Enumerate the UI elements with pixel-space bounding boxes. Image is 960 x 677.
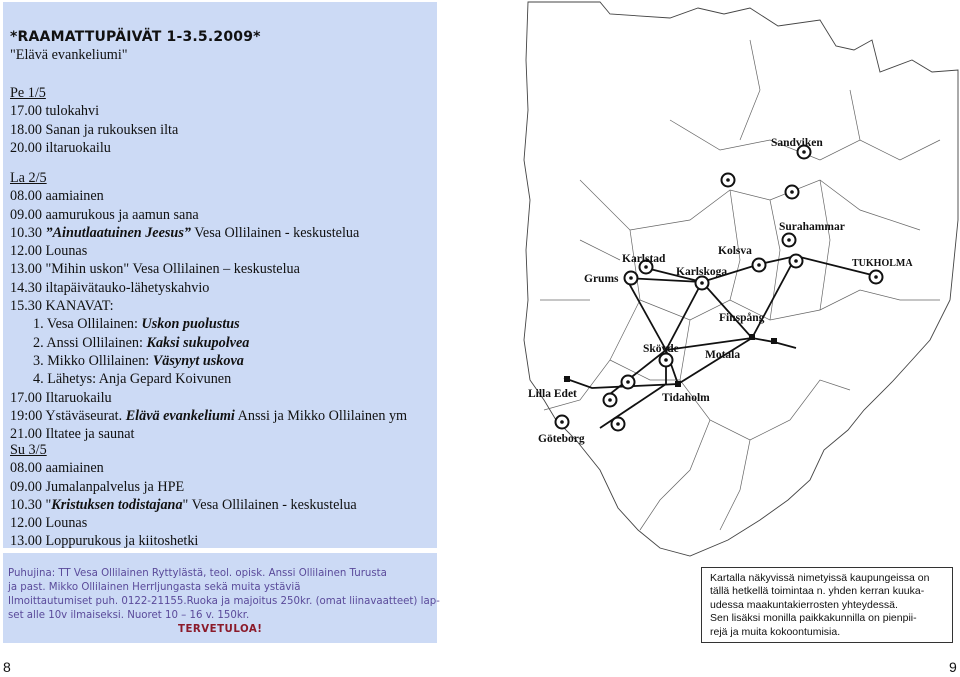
schedule-item-text: 2. Anssi Ollilainen:	[33, 334, 147, 351]
schedule-item	[10, 334, 407, 352]
info-box	[3, 553, 440, 643]
friday-heading: Pe 1/5	[10, 85, 46, 101]
map-label-skovde: Skövde	[643, 343, 679, 355]
schedule-item: 08.00 aamiainen	[10, 460, 104, 477]
sunday-heading: Su 3/5	[10, 442, 47, 458]
info-line: Puhujina: TT Vesa Ollilainen Ryttylästä, teol. opisk. Anssi Ollilainen Turusta	[8, 568, 387, 579]
square-marker	[564, 376, 570, 382]
map-note-line: rejä ja muita kokoontumisia.	[710, 625, 841, 638]
program-title: *RAAMATTUPÄIVÄT 1-3.5.2009*	[10, 29, 261, 45]
map-note	[701, 567, 953, 643]
square-marker	[771, 338, 777, 344]
schedule-item-text: Vesa Ollilainen - keskustelua	[190, 224, 360, 241]
schedule-item: 13.00 Loppurukous ja kiitoshetki	[10, 533, 199, 550]
map-note-line: Sen lisäksi monilla paikkakunnilla on pienpii-	[710, 612, 917, 625]
schedule-item-text: 3. Mikko Ollilainen:	[33, 352, 153, 369]
schedule-item-text: " Vesa Ollilainen - keskustelua	[182, 496, 357, 513]
map-label-grums: Grums	[584, 273, 619, 285]
map-label-tidaholm: Tidaholm	[662, 392, 710, 404]
schedule-item: 08.00 aamiainen	[10, 188, 104, 205]
info-line: ja past. Mikko Ollilainen Herrljungasta sekä muita ystäviä	[8, 582, 301, 593]
schedule-item: 15.30 KANAVAT:	[10, 298, 114, 315]
schedule-item-title: Väsynyt uskova	[152, 352, 244, 369]
info-line: set alle 10v ilmaiseksi. Nuoret 10 – 16 v. 150kr.	[8, 610, 250, 621]
map-note-line: tällä hetkellä toimintaa n. yhden kerran kuuka-	[710, 585, 925, 598]
map-label-karlstad: Karlstad	[622, 253, 666, 265]
schedule-item: 21.00 Iltatee ja saunat	[10, 426, 135, 443]
map-label-lilla-edet: Lilla Edet	[528, 388, 577, 400]
saturday-block	[10, 169, 407, 443]
square-marker	[749, 334, 755, 340]
map-label-motala: Motala	[705, 349, 741, 361]
page-number-right: 9	[949, 659, 957, 675]
schedule-item: 13.00 "Mihin uskon" Vesa Ollilainen – keskustelua	[10, 261, 300, 278]
schedule-item: 14.30 iltapäivätauko-lähetyskahvio	[10, 279, 210, 296]
schedule-item-text: 10.30	[10, 224, 46, 241]
schedule-item	[10, 496, 357, 514]
schedule-item	[10, 352, 407, 370]
schedule-item-title: Kristuksen todistajana	[51, 496, 183, 513]
saturday-heading: La 2/5	[10, 170, 47, 186]
schedule-item: 12.00 Lounas	[10, 243, 88, 260]
friday-item: 20.00 iltaruokailu	[10, 139, 111, 156]
sunday-items	[10, 459, 357, 550]
schedule-item-title: Kaksi sukupolvea	[146, 334, 250, 351]
welcome-text: TERVETULOA!	[178, 624, 263, 635]
map-label-finspang: Finspång	[719, 312, 765, 324]
friday-item: 18.00 Sanan ja rukouksen ilta	[10, 121, 179, 138]
schedule-item-title: Uskon puolustus	[141, 316, 240, 333]
schedule-item: 12.00 Lounas	[10, 515, 88, 532]
schedule-item-text: 19:00 Ystäväseurat.	[10, 407, 126, 424]
map-label-sandviken: Sandviken	[771, 137, 823, 149]
page-number-left: 8	[3, 659, 11, 675]
info-line: Ilmoittautumiset puh. 0122-21155.Ruoka ja majoitus 250kr. (omat liinavaatteet) lap-	[8, 596, 440, 607]
schedule-item-title: ”Ainutlaatuinen Jeesus”	[45, 224, 191, 241]
friday-block	[10, 84, 178, 157]
schedule-item: 4. Lähetys: Anja Gepard Koivunen	[33, 371, 232, 388]
map-label-goteborg: Göteborg	[538, 433, 585, 445]
program-subtitle: "Elävä evankeliumi"	[10, 47, 128, 63]
schedule-item-text: Anssi ja Mikko Ollilainen ym	[234, 407, 408, 424]
schedule-item	[10, 315, 407, 333]
friday-item: 17.00 tulokahvi	[10, 103, 100, 120]
saturday-items	[10, 187, 407, 443]
schedule-item	[10, 407, 407, 425]
county-borders	[540, 40, 940, 530]
map-note-line: udessa maakuntakierrosten yhteydessä.	[710, 598, 898, 611]
schedule-item	[10, 224, 407, 242]
map-note-line: Kartalla näkyvissä nimetyissä kaupungeissa on	[710, 572, 930, 584]
program-panel	[3, 2, 437, 548]
schedule-item-title: Elävä evankeliumi	[125, 407, 235, 424]
sunday-block	[10, 441, 357, 551]
map-label-surahammar: Surahammar	[779, 221, 845, 233]
square-marker	[675, 381, 681, 387]
schedule-item: 09.00 Jumalanpalvelus ja HPE	[10, 478, 185, 495]
schedule-item-text: 10.30 "	[10, 496, 52, 513]
schedule-item: 09.00 aamurukous ja aamun sana	[10, 206, 199, 223]
map-label-kolsva: Kolsva	[718, 245, 752, 257]
map-label-karlskoga: Karlskoga	[676, 266, 728, 278]
schedule-item-text: 1. Vesa Ollilainen:	[33, 316, 142, 333]
schedule-item: 17.00 Iltaruokailu	[10, 389, 112, 406]
map-label-tukholma: TUKHOLMA	[852, 258, 913, 269]
